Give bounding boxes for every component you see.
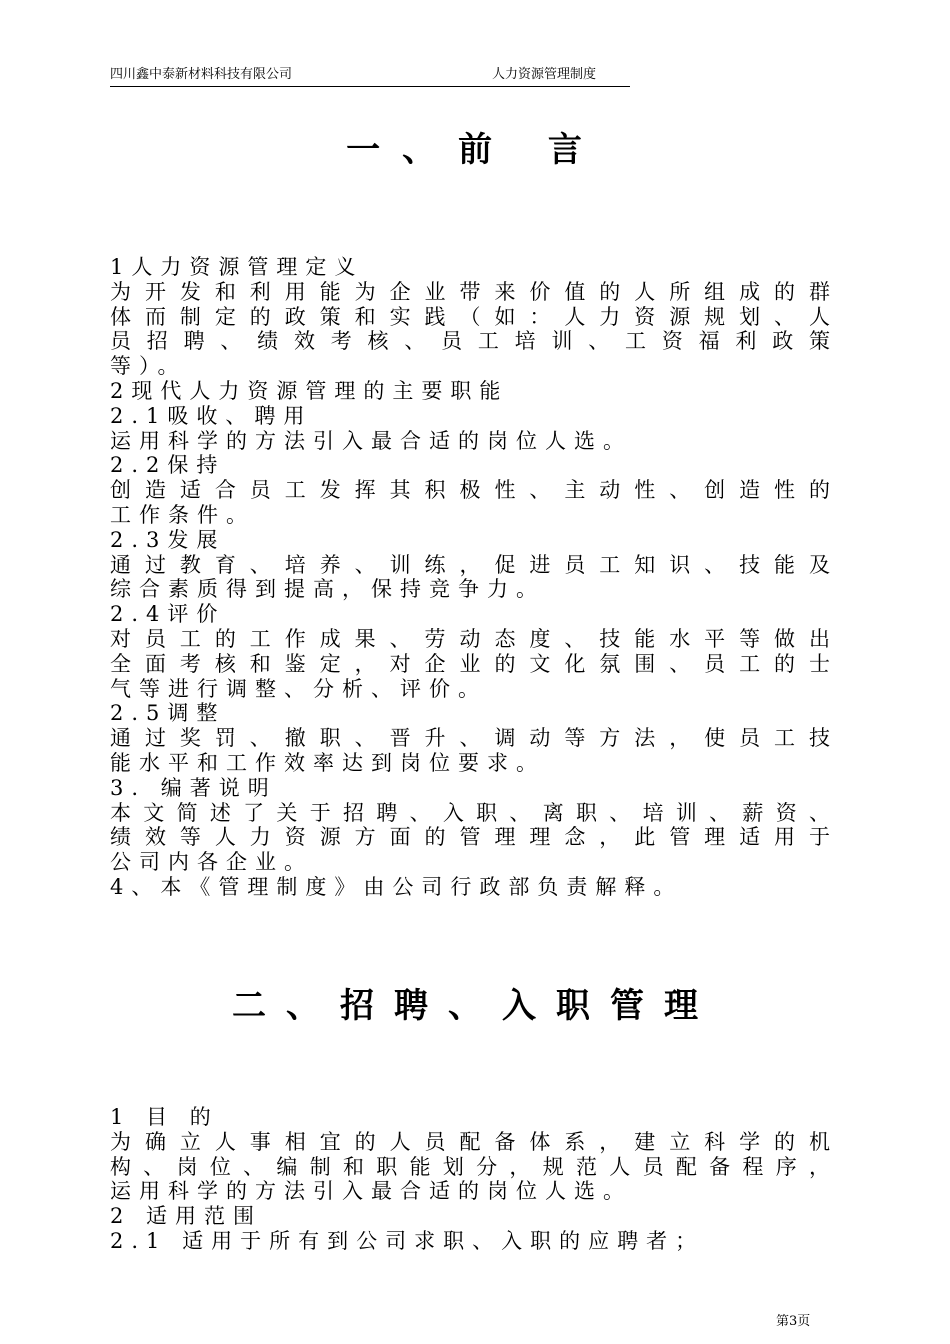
text-line: 运用科学的方法引入最合适的岗位人选。 — [110, 1179, 632, 1204]
text-line: 为确立人事相宜的人员配备体系，建立科学的机 — [110, 1129, 830, 1154]
text-line: 绩效等人力资源方面的管理理念，此管理适用于 — [110, 825, 830, 850]
text-line: 1人力资源管理定义 — [110, 255, 364, 279]
text-line: 气等进行调整、分析、评价。 — [110, 676, 487, 701]
text-line: 通过教育、培养、训练，促进员工知识、技能及 — [110, 552, 830, 577]
section1-heading: 一、前 言 — [346, 130, 604, 170]
text-line: 体而制定的政策和实践（如：人力资源规划、人 — [110, 304, 830, 329]
section2-heading: 二、招聘、入职管理 — [232, 986, 718, 1026]
page-header — [110, 66, 630, 87]
text-line: 2 适用范围 — [110, 1204, 263, 1229]
text-line: 公司内各企业。 — [110, 850, 313, 875]
header-doc-title: 人力资源管理制度 — [492, 67, 597, 82]
text-line: 2.1 适用于所有到公司求职、入职的应聘者； — [110, 1228, 705, 1253]
text-line: 运用科学的方法引入最合适的岗位人选。 — [110, 428, 632, 453]
text-line: 2.4评价 — [110, 602, 226, 627]
text-line: 2.1吸收、聘用 — [110, 403, 313, 428]
text-line: 全面考核和鉴定，对企业的文化氛围、员工的士 — [110, 651, 830, 676]
text-line: 1 目 的 — [110, 1105, 219, 1129]
text-line: 本文简述了关于招聘、入职、离职、培训、薪资、 — [110, 800, 830, 825]
text-line: 创造适合员工发挥其积极性、主动性、创造性的 — [110, 478, 830, 503]
page-number: 第3页 — [776, 1314, 811, 1329]
text-line: 能水平和工作效率达到岗位要求。 — [110, 750, 545, 775]
text-line: 4、本《管理制度》由公司行政部负责解释。 — [110, 874, 683, 899]
text-line: 对员工的工作成果、劳动态度、技能水平等做出 — [110, 626, 830, 651]
text-line: 为开发和利用能为企业带来价值的人所组成的群 — [110, 279, 830, 304]
text-line: 构、岗位、编制和职能划分，规范人员配备程序， — [110, 1154, 830, 1179]
section2-body — [110, 1105, 830, 1254]
text-line: 2.2保持 — [110, 453, 226, 478]
text-line: 通过奖罚、撤职、晋升、调动等方法，使员工技 — [110, 726, 830, 751]
header-company: 四川鑫中泰新材料科技有限公司 — [110, 67, 293, 82]
text-line: 综合素质得到提高，保持竞争力。 — [110, 577, 545, 602]
text-line: 工作条件。 — [110, 502, 255, 527]
text-line: 员招聘、绩效考核、员工培训、工资福利政策 — [110, 329, 830, 354]
text-line: 等）。 — [110, 354, 187, 379]
text-line: 2.5调整 — [110, 701, 226, 726]
text-line: 3. 编著说明 — [110, 775, 277, 800]
text-line: 2现代人力资源管理的主要职能 — [110, 378, 509, 403]
text-line: 2.3发展 — [110, 527, 226, 552]
section1-body — [110, 255, 830, 900]
